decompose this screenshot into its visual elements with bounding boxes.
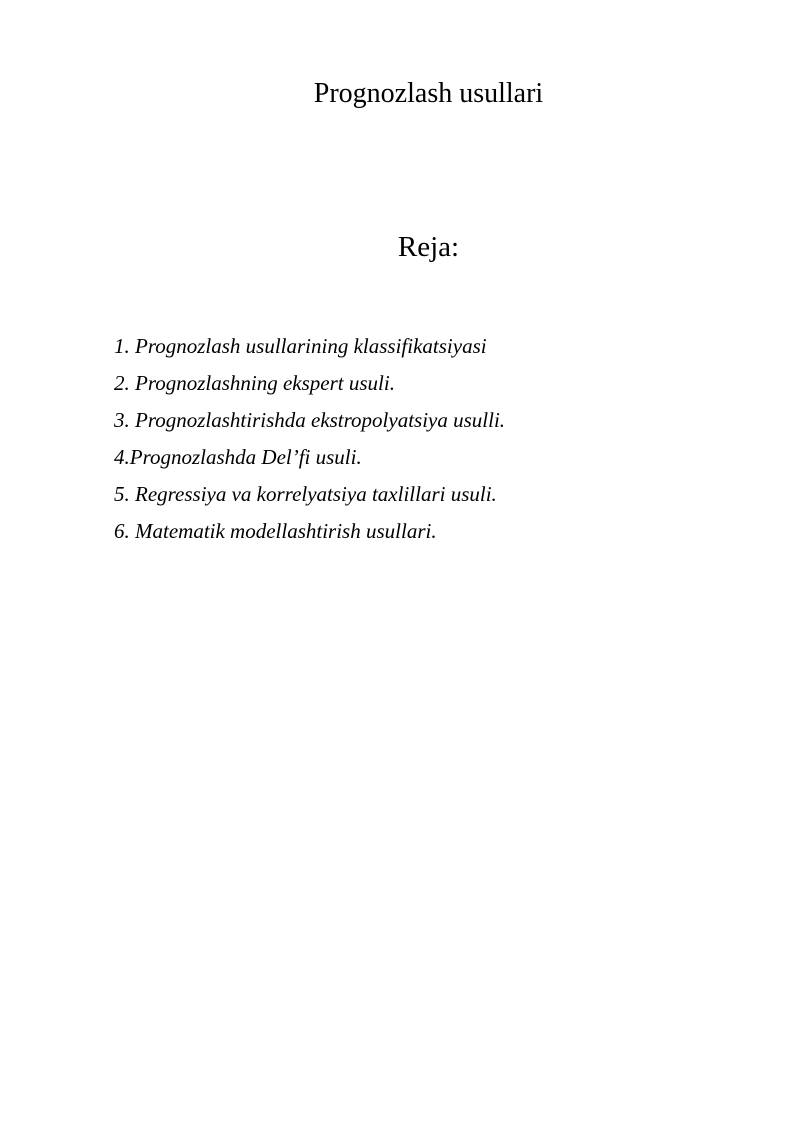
plan-item-1: 1. Prognozlash usullarining klassifikatsiyasi [114,334,487,358]
plan-list [114,328,754,550]
plan-heading: Reja: [397,231,460,263]
plan-item-5: 5. Regressiya va korrelyatsiya taxlillari usuli. [114,482,497,506]
plan-item-4: 4.Prognozlashda Del’fi usuli. [114,445,362,469]
page-title: Prognozlash usullari [313,78,544,109]
plan-item-2: 2. Prognozlashning ekspert usuli. [114,371,395,395]
plan-item-3: 3. Prognozlashtirishda ekstropolyatsiya usulli. [114,408,506,432]
plan-item-6: 6. Matematik modellashtirish usullari. [114,519,437,543]
